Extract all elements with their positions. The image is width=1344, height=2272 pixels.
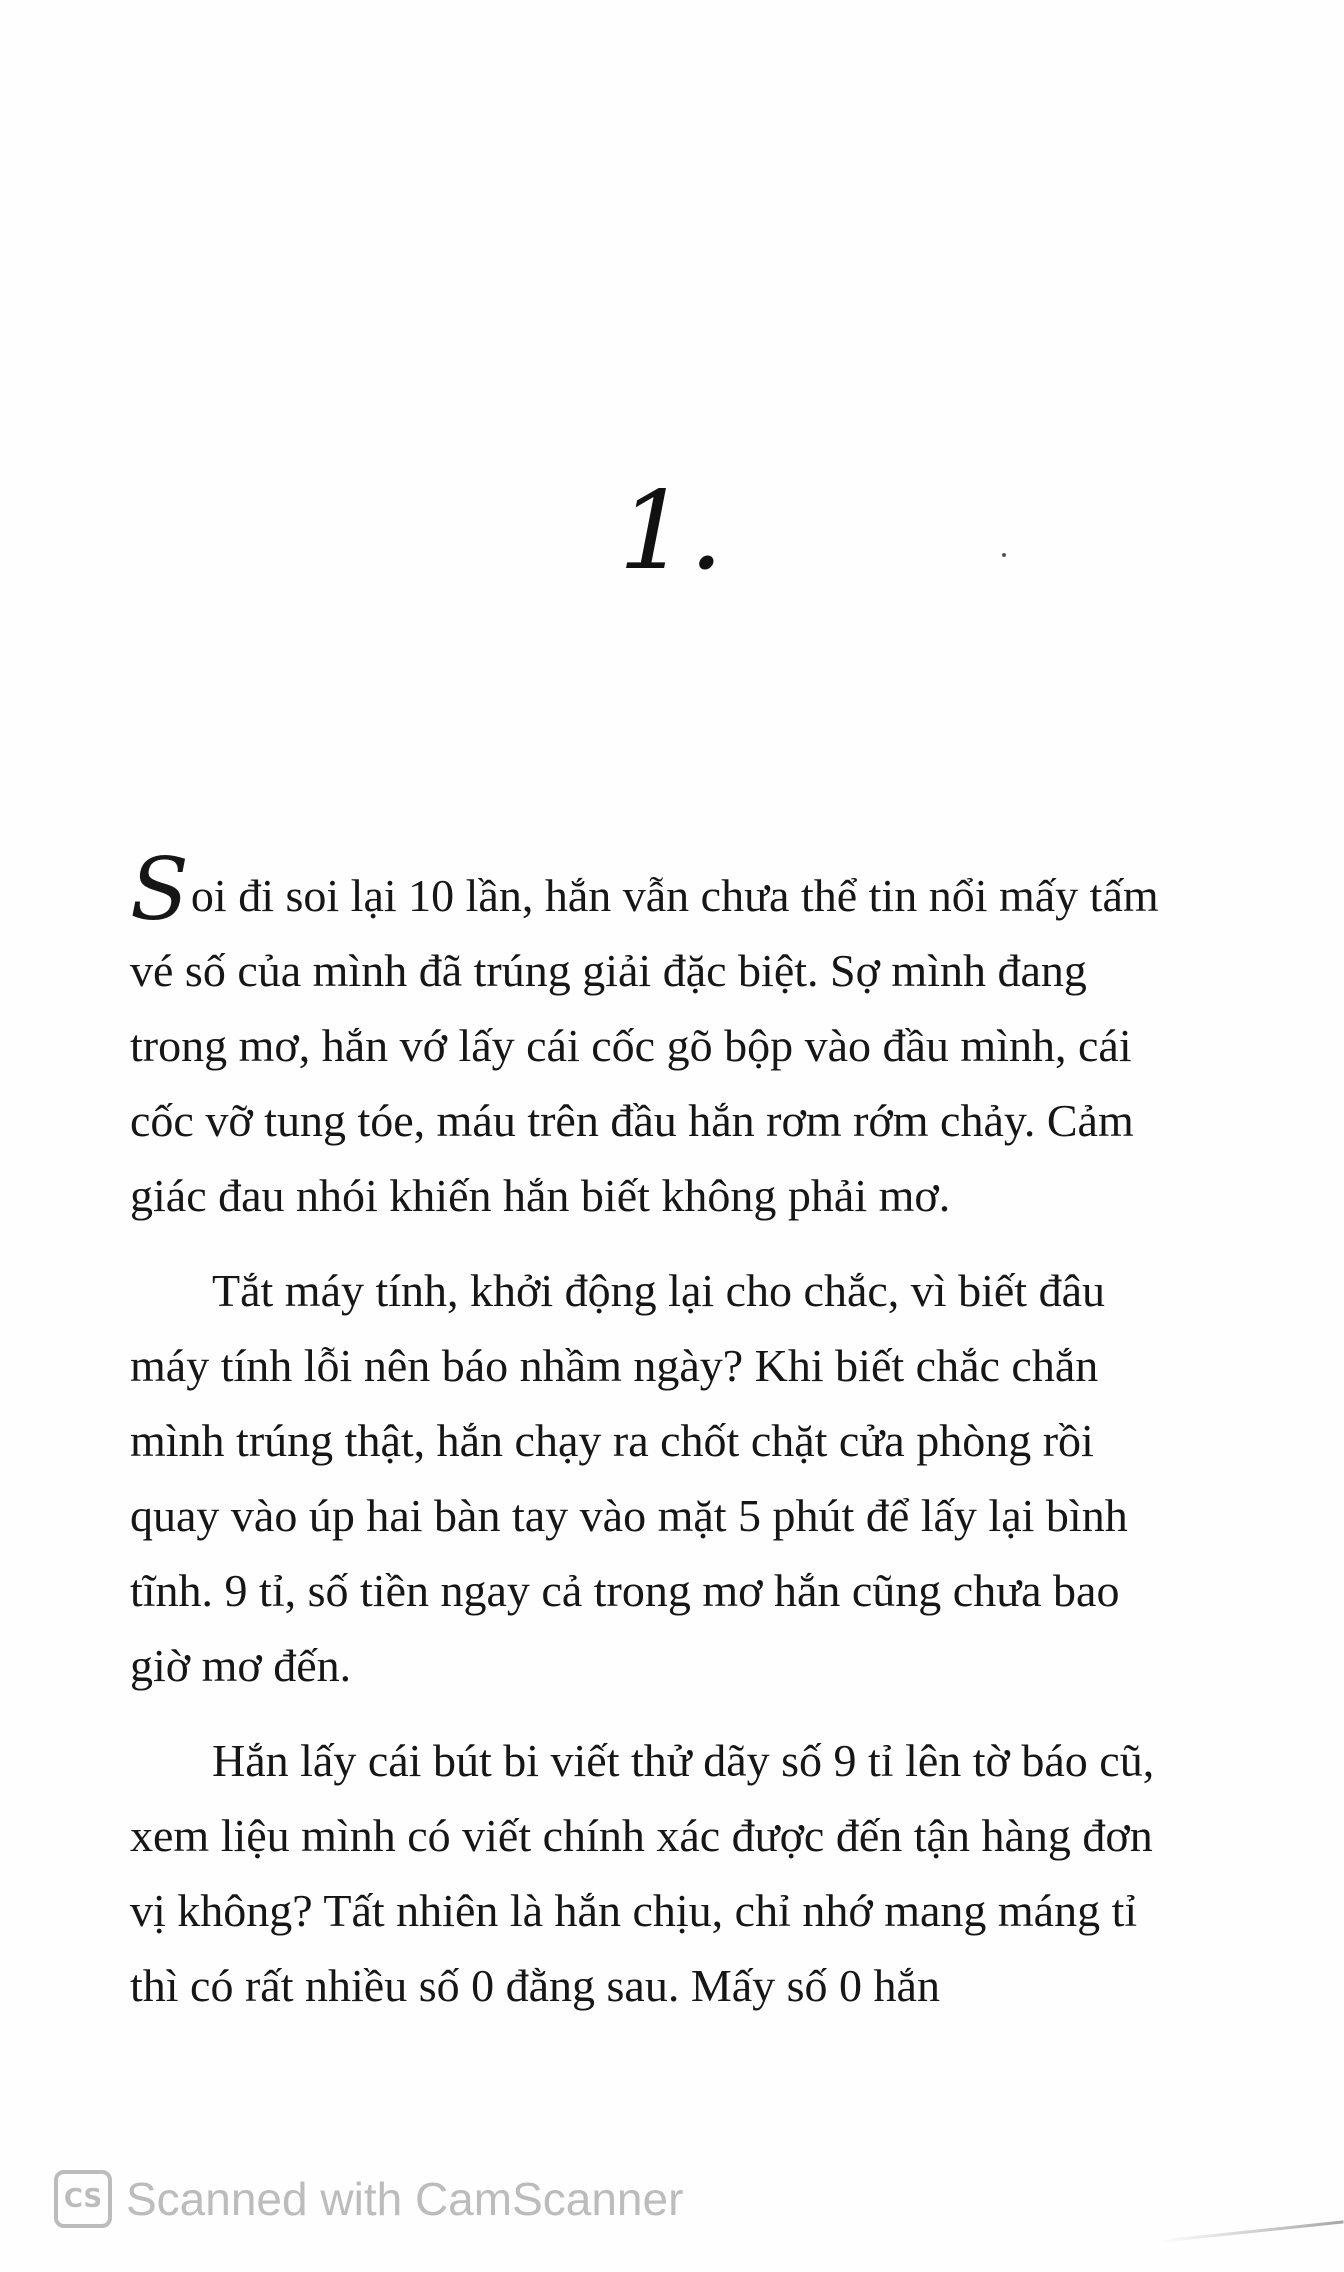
paragraph-1-text: oi đi soi lại 10 lần, hắn vẫn chưa thể tin nổi mấy tấm vé số của mình đã trúng giải đặc biệt. Sợ mình đang trong mơ, hắn vớ lấy cái cốc gõ bộp vào đầu mình, cái cốc vỡ tung tóe, máu trên đầu hắn rơm rớm chảy. Cảm giác đau nhói khiến hắn biết không phải mơ.	[130, 870, 1159, 1221]
paragraph-1	[130, 840, 1168, 1233]
drop-cap: S	[130, 840, 189, 940]
paragraph-2: Tắt máy tính, khởi động lại cho chắc, vì biết đâu máy tính lỗi nên báo nhầm ngày? Khi biết chắc chắn mình trúng thật, hắn chạy ra chốt chặt cửa phòng rồi quay vào úp hai bàn tay vào mặt 5 phút để lấy lại bình tĩnh. 9 tỉ, số tiền ngay cả trong mơ hắn cũng chưa bao giờ mơ đến.	[130, 1265, 1128, 1691]
paragraph-3: Hắn lấy cái bút bi viết thử dãy số 9 tỉ lên tờ báo cũ, xem liệu mình có viết chính xác được đến tận hàng đơn vị không? Tất nhiên là hắn chịu, chỉ nhớ mang máng tỉ thì có rất nhiều số 0 đằng sau. Mấy số 0 hắn	[130, 1735, 1155, 2011]
camscanner-watermark	[54, 2170, 683, 2228]
camscanner-logo-icon: CS	[54, 2170, 112, 2228]
page-edge-line	[1160, 2220, 1343, 2242]
watermark-text: Scanned with CamScanner	[126, 2173, 684, 2225]
scan-speck	[1002, 553, 1006, 557]
chapter-body	[130, 840, 1168, 2043]
chapter-number: 1.	[618, 469, 726, 594]
